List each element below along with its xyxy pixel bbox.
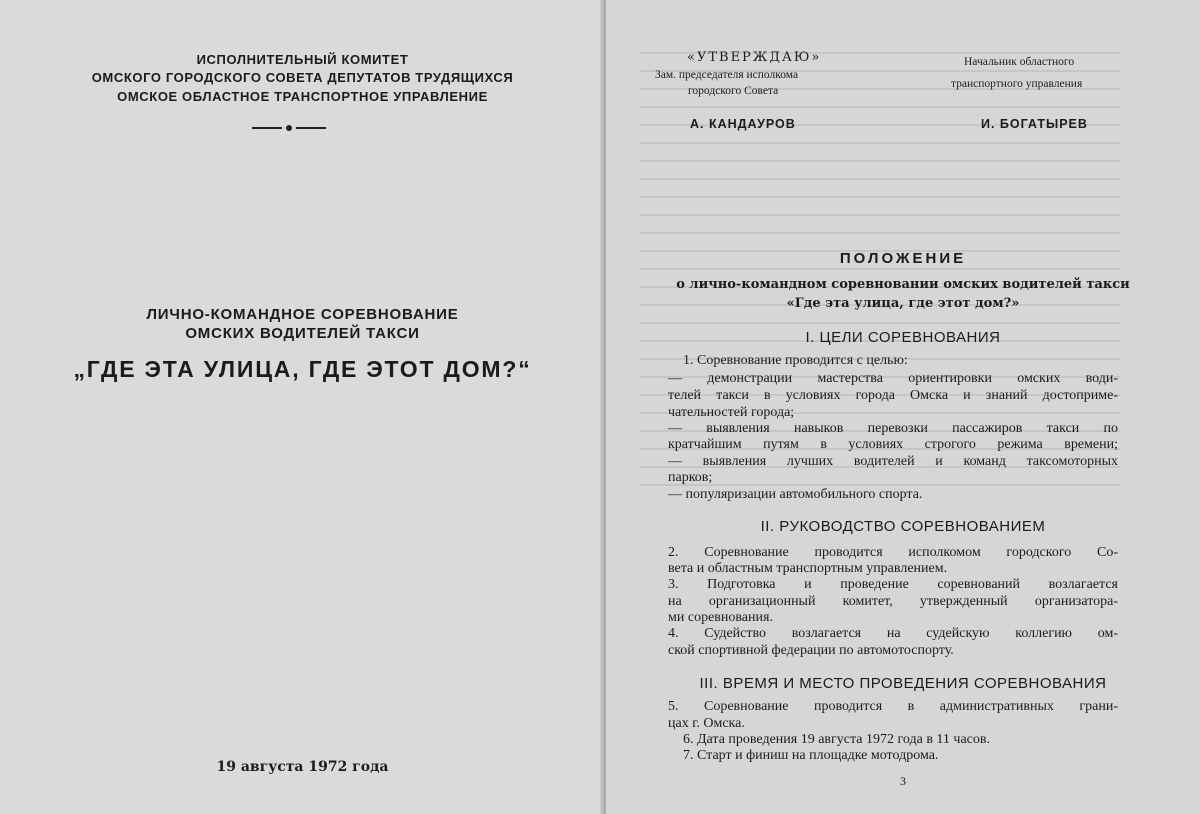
section-1-heading: I. ЦЕЛИ СОРЕВНОВАНИЯ <box>805 329 1001 346</box>
header-line-3: ОМСКОЕ ОБЛАСТНОЕ ТРАНСПОРТНОЕ УПРАВЛЕНИЕ <box>117 89 488 104</box>
signature-bogatyrev: И. БОГАТЫРЕВ <box>981 117 1088 131</box>
cover-title-line-1: ЛИЧНО-КОМАНДНОЕ СОРЕВНОВАНИЕ <box>146 306 459 323</box>
section-2-line: ми соревнования. <box>668 610 773 625</box>
section-2-line: ской спортивной федерации по автомотоспорту. <box>668 643 954 658</box>
divider-ornament <box>252 125 326 131</box>
document-subtitle-2: «Где эта улица, где этот дом?» <box>786 296 1020 311</box>
section-2-line: вета и областным транспортным управлением. <box>668 561 948 576</box>
section-1-line: кратчайшим путям в условиях строгого режима времени; <box>668 437 1118 452</box>
section-2-heading: II. РУКОВОДСТВО СОРЕВНОВАНИЕМ <box>760 518 1046 535</box>
cover-title-line-2: ОМСКИХ ВОДИТЕЛЕЙ ТАКСИ <box>185 325 420 342</box>
document-subtitle-1: о лично-командном соревновании омских водителей такси <box>676 277 1130 292</box>
signature-kandaurov: А. КАНДАУРОВ <box>690 117 796 131</box>
section-3-line: 6. Дата проведения 19 августа 1972 года в 11 часов. <box>683 732 990 747</box>
section-1-line: — выявления лучших водителей и команд таксомоторных <box>668 454 1118 469</box>
section-3-line: цах г. Омска. <box>668 716 745 731</box>
header-line-2: ОМСКОГО ГОРОДСКОГО СОВЕТА ДЕПУТАТОВ ТРУДЯЩИХСЯ <box>91 70 514 85</box>
approval-right-line-2: транспортного управления <box>951 78 1083 90</box>
section-1-line: 1. Соревнование проводится с целью: <box>683 353 908 368</box>
section-1-line: телей такси в условиях города Омска и знаний достоприме- <box>668 388 1118 403</box>
section-1-line: парков; <box>668 470 713 485</box>
section-1-line: — популяризации автомобильного спорта. <box>668 487 923 502</box>
section-3-line: 7. Старт и финиш на площадке мотодрома. <box>683 748 939 763</box>
section-1-line: — выявления навыков перевозки пассажиров такси по <box>668 421 1118 436</box>
approval-heading: «УТВЕРЖДАЮ» <box>687 50 822 65</box>
section-2-line: 2. Соревнование проводится исполкомом городского Со- <box>668 545 1118 560</box>
document-title: ПОЛОЖЕНИЕ <box>839 250 967 267</box>
cover-date: 19 августа 1972 года <box>216 759 389 775</box>
header-line-1: ИСПОЛНИТЕЛЬНЫЙ КОМИТЕТ <box>196 52 409 67</box>
section-1-line: — демонстрации мастерства ориентировки омских води- <box>668 371 1118 386</box>
section-1-line: чательностей города; <box>668 405 795 420</box>
page-number: 3 <box>900 774 906 788</box>
approval-left-line-2: городского Совета <box>688 85 779 97</box>
approval-left-line-1: Зам. председателя исполкома <box>655 69 799 81</box>
section-2-line: 4. Судейство возлагается на судейскую коллегию ом- <box>668 626 1118 641</box>
section-3-heading: III. ВРЕМЯ И МЕСТО ПРОВЕДЕНИЯ СОРЕВНОВАНИЯ <box>699 675 1107 692</box>
section-2-line: на организационный комитет, утвержденный организатора- <box>668 594 1118 609</box>
section-2-line: 3. Подготовка и проведение соревнований возлагается <box>668 577 1118 592</box>
section-3-line: 5. Соревнование проводится в административных грани- <box>668 699 1118 714</box>
approval-right-line-1: Начальник областного <box>964 56 1075 68</box>
cover-big-title: „ГДЕ ЭТА УЛИЦА, ГДЕ ЭТОТ ДОМ?“ <box>73 356 532 382</box>
